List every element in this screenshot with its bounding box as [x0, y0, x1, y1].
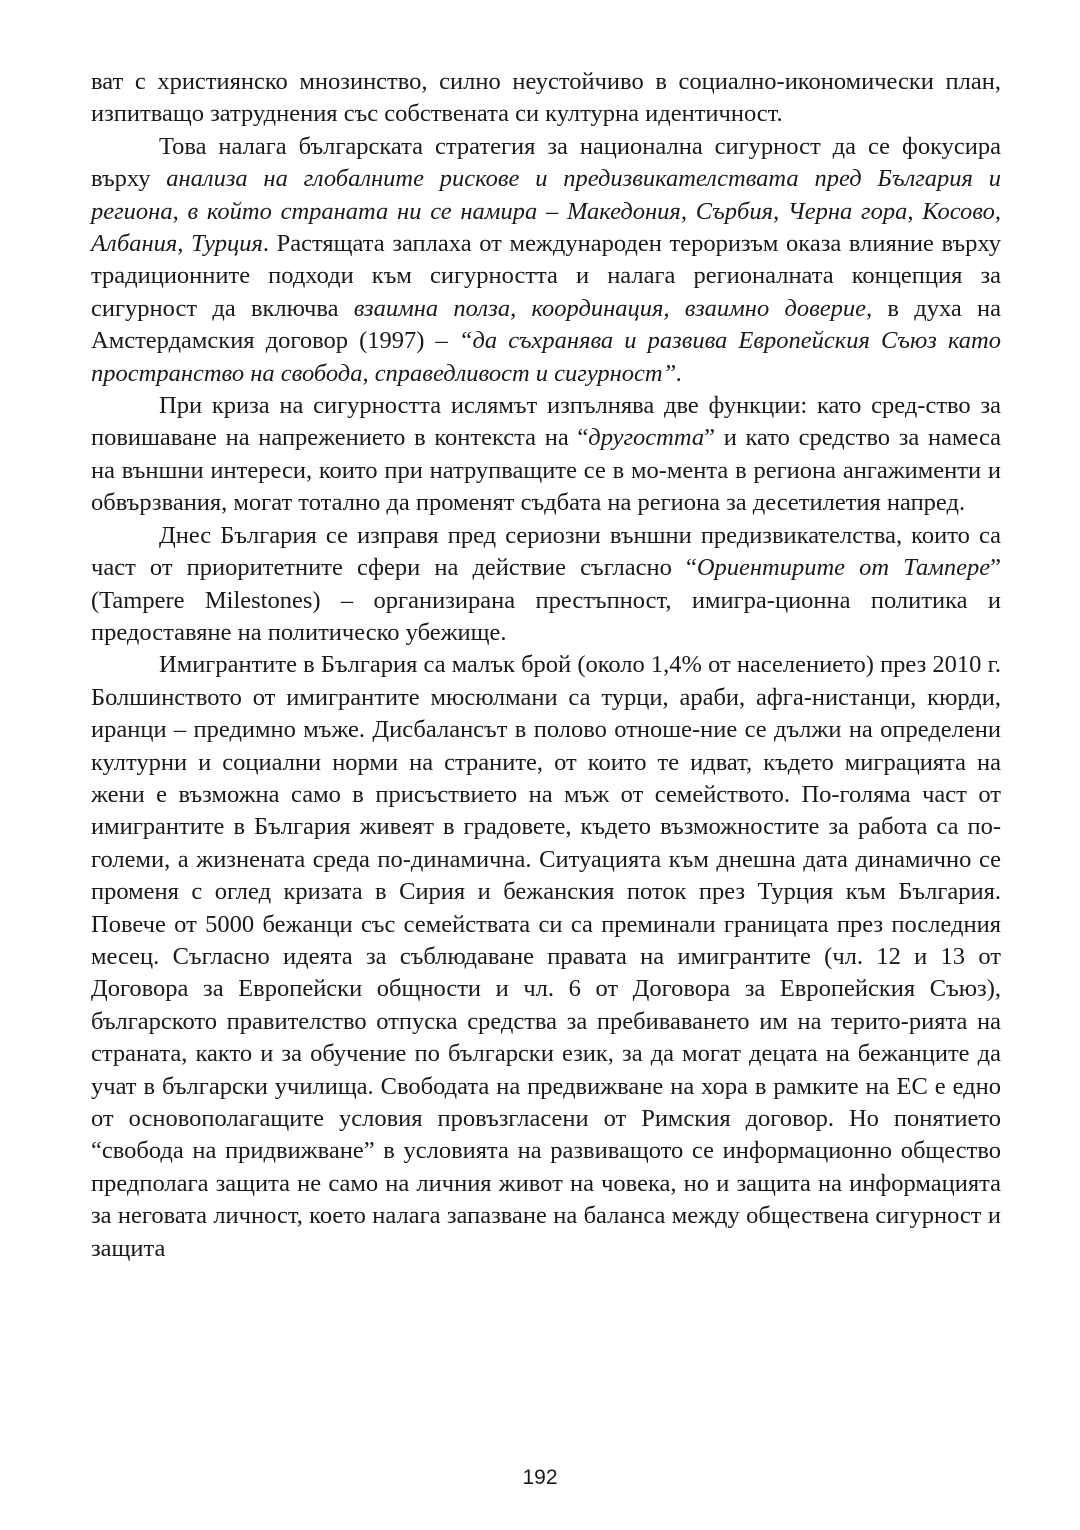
page-body [91, 66, 1001, 1265]
text-run: Това налага българската стратегия за национална сигурност да се фокусира върху [91, 132, 1001, 193]
text-run: в духа на Амстердамския договор (1997) – [91, 294, 1002, 355]
italic-text: Ориентирите от Тампере [696, 554, 991, 582]
italic-text: анализа на глобалните рискове и предизвикателствата пред България и региона, в който страната ни се намира – Македония, Сърбия, Черна гора, Косово, Албания, Турция [91, 165, 1001, 258]
text-run: Днес България се изправя пред сериозни външни предизвикателства, които са част от приоритетните сфери на действие съгласно “ [91, 521, 1001, 582]
paragraph [91, 649, 1001, 1265]
paragraph [91, 66, 1001, 131]
italic-text: взаимна полза, координация, взаимно доверие, [353, 294, 873, 322]
text-run: ” и като средство за намеса на външни интереси, които при натрупващите се в мо-мента в региона ангажименти и обвързвания, могат тотално да променят съдбата на региона за десетилетия напред. [91, 424, 1001, 517]
text-run: . Растящата заплаха от международен тероризъм оказа влияние върху традиционните подходи към сигурността и налага регионалната концепция за сигурност да включва [91, 230, 1001, 322]
paragraph [91, 131, 1001, 390]
italic-text: другостта [588, 424, 705, 452]
text-run: ” (Tampere Milestones) – организирана престъпност, имигра-ционна политика и предоставяне на политическо убежище. [91, 554, 1001, 646]
paragraph [91, 390, 1001, 520]
text-run: ват с християнско мнозинство, силно неустойчиво в социално-икономически план, изпитващо затруднения със собствената си културна идентичност. [91, 68, 1001, 128]
paragraph [91, 520, 1001, 650]
italic-text: “да съхранява и развива Европейския Съюз като пространство на свобода, справедливост и сигурност”. [91, 327, 1002, 387]
text-run: Имигрантите в България са малък брой (около 1,4% от населението) през 2010 г. Болшинството от имигрантите мюсюлмани са турци, араби, афга-нистанци, кюрди, иранци – предимно мъже. Дисбалансът в полово отноше-ние се дължи на определени културни и социални норми на страните, от които те идват, където миграцията на жени е възможна само в присъствието на мъж от семейството. По-голяма част от имигрантите в България живеят в градовете, където възможностите за работа са по-големи, а жизнената среда по-динамична. Ситуацията към днешна дата динамично се променя с оглед кризата в Сирия и бежанския поток през Турция към България. Повече от 5000 бежанци със семействата си са преминали границата през последния месец. Съгласно идеята за съблюдаване правата на имигрантите (чл. 12 и 13 от Договора за Европейски общности и чл. 6 от Договора за Европейския Съюз), българското правителство отпуска средства за пребиваването им на терито-рията на страната, както и за обучение по български език, за да могат децата на бежанците да учат в български училища. Свободата на предвижване на хора в рамките на ЕС е едно от основополагащите условия провъзгласени от Римския договор. Но понятието “свобода на придвижване” в условията на развиващото се информационно общество предполага защита не само на личния живот на човека, но и защита на информацията за неговата личност, което налага запазване на баланса между обществена сигурност и защита [91, 651, 1001, 1262]
page-number: 192 [522, 1466, 558, 1489]
text-run: При криза на сигурността ислямът изпълнява две функции: като сред-ство за повишаване на напрежението в контекста на “ [91, 392, 1001, 452]
